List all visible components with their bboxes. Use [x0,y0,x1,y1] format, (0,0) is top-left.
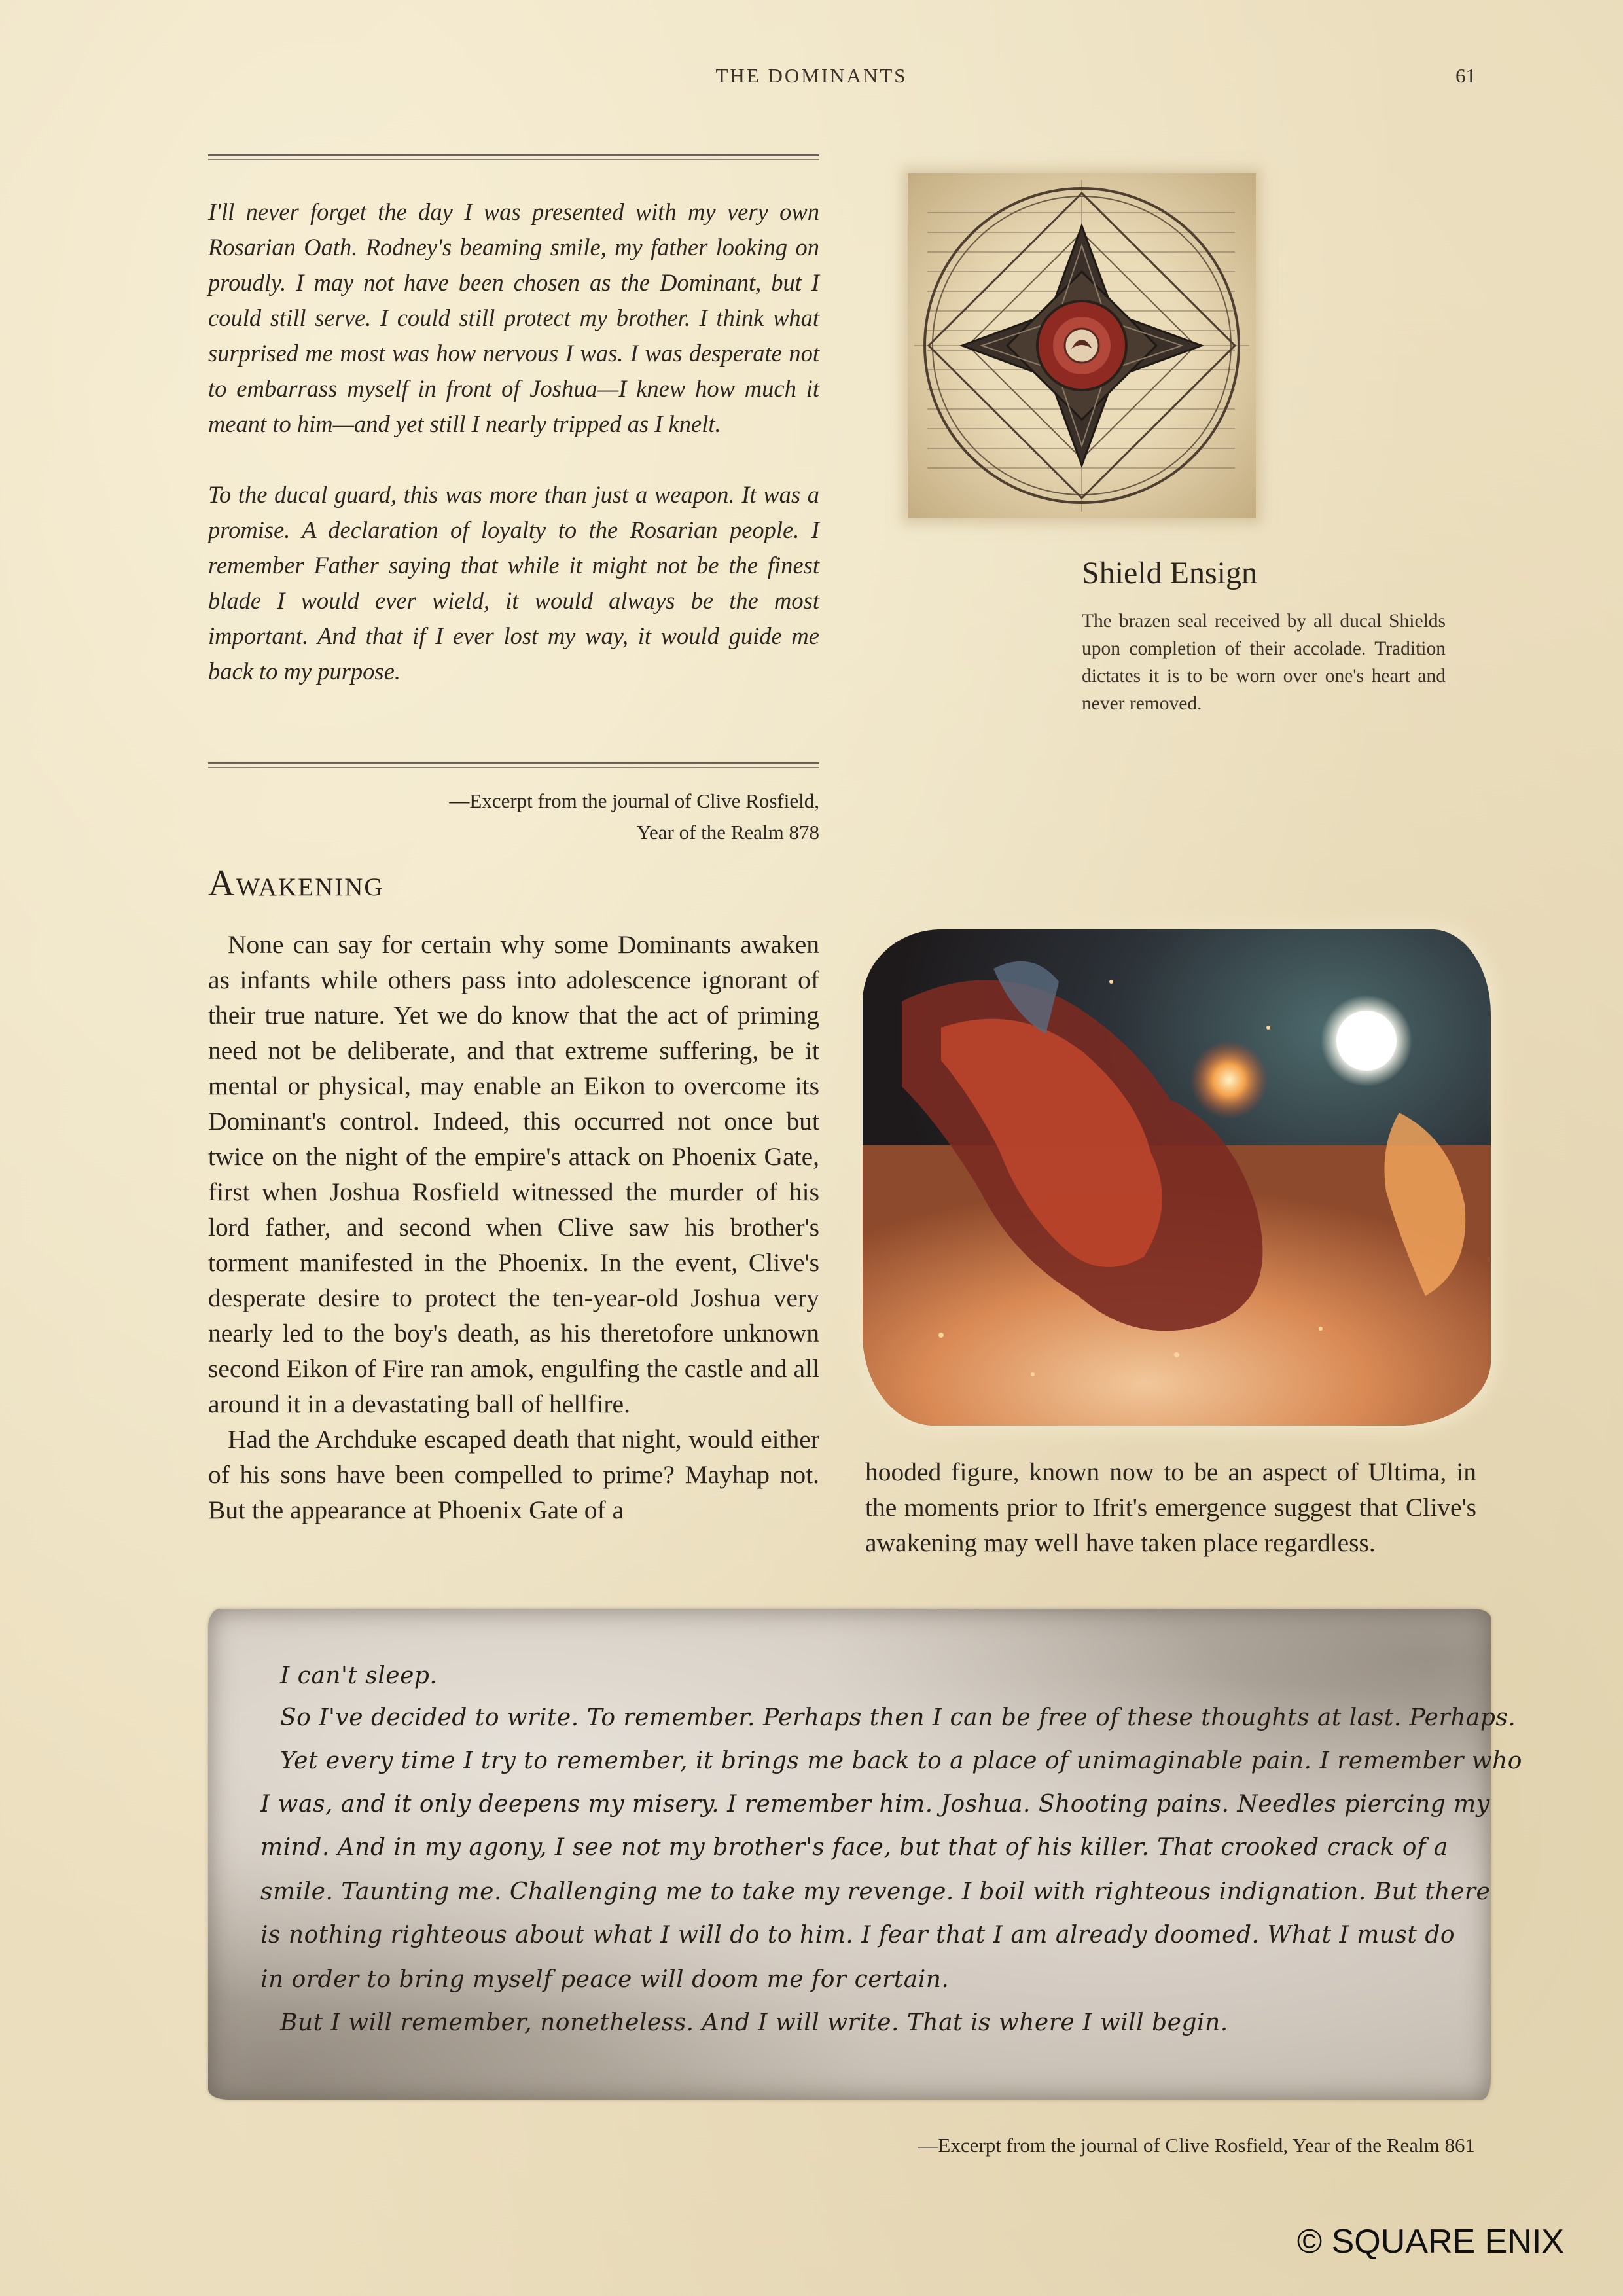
note-line: I can't sleep. [280,1662,438,1689]
note-line: So I've decided to write. To remember. Perhaps then I can be free of these thoughts at last. Perhaps. [280,1704,1516,1731]
rule [208,154,819,156]
journal-excerpt [208,194,819,689]
note-line: mind. And in my agony, I see not my brother's face, but that of his killer. That crooked crack of a [260,1834,1448,1861]
note-line: Yet every time I try to remember, it brings me back to a place of unimaginable pain. I remember who [280,1748,1522,1774]
note-line: But I will remember, nonetheless. And I will write. That is where I will begin. [280,2009,1228,2036]
phoenix-gate-image [863,929,1491,1426]
copyright-notice: © SQUARE ENIX [1296,2223,1564,2261]
shield-ensign-image [908,173,1256,518]
attribution-line: Year of the Realm 878 [636,821,819,844]
note-line: smile. Taunting me. Challenging me to take my revenge. I boil with righteous indignation. But there [260,1878,1491,1905]
handwritten-journal-note [208,1609,1522,2100]
journal-attribution [208,785,819,848]
phoenix-fire-illustration [863,929,1491,1426]
attribution-line: —Excerpt from the journal of Clive Rosfield, [449,789,819,812]
body-paragraph: None can say for certain why some Dominants awaken as infants while others pass into adolescence ignorant of their true nature. Yet we do know that the act of priming need not be deliberate, and that extreme suffering, be it mental or physical, may enable an Eikon to overcome its Dominant's control. Indeed, this occurred not once but twice on the night of the empire's attack on Phoenix Gate, first when Joshua Rosfield witnessed the murder of his lord father, and second when Clive saw his brother's torment manifested in the Phoenix. In the event, Clive's desperate desire to protect the ten-year-old Joshua very nearly led to the boy's death, as his theretofore unknown second Eikon of Fire ran amok, engulfing the castle and all around it in a devastating ball of hellfire. [208,930,819,1418]
note-line: I was, and it only deepens my misery. I remember him. Joshua. Shooting pains. Needles piercing my [260,1791,1490,1818]
rule [208,767,819,768]
note-line: is nothing righteous about what I will do to him. I fear that I am already doomed. What I must do [260,1922,1455,1948]
rule [208,762,819,764]
body-paragraph: Had the Archduke escaped death that night, would either of his sons have been compelled to prime? Mayhap not. But the appearance at Phoenix Gate of a [208,1425,819,1524]
journal-excerpt-bottom-rule [208,762,819,768]
running-header: THE DOMINANTS [715,64,908,87]
awakening-column-left [208,927,819,1528]
shield-ensign-title: Shield Ensign [1082,556,1258,590]
awakening-column-right [865,1454,1476,1560]
shield-ensign-caption: The brazen seal received by all ducal Shields upon completion of their accolade. Tradition dictates it is to be worn over one's heart and never removed. [1082,611,1446,714]
note-attribution: —Excerpt from the journal of Clive Rosfield, Year of the Realm 861 [918,2134,1475,2157]
journal-excerpt-top-rule [208,154,819,160]
section-heading: Awakening [208,863,384,904]
body-paragraph: hooded figure, known now to be an aspect of Ultima, in the moments prior to Ifrit's emergence suggest that Clive's awakening may well have taken place regardless. [865,1458,1476,1557]
note-line: in order to bring myself peace will doom me for certain. [260,1966,950,1993]
shield-ensign-emblem-icon [908,173,1256,518]
page-number: 61 [1455,64,1476,87]
rule [208,159,819,160]
journal-paragraph: To the ducal guard, this was more than just a weapon. It was a promise. A declaration of loyalty to the Rosarian people. I remember Father saying that while it might not be the finest blade I would ever wield, it would always be the most important. And that if I ever lost my way, it would guide me back to my purpose. [208,481,819,685]
journal-paragraph: I'll never forget the day I was presented with my very own Rosarian Oath. Rodney's beaming smile, my father looking on proudly. I may not have been chosen as the Dominant, but I could still serve. I could still protect my brother. I think what surprised me most was how nervous I was. I was desperate not to embarrass myself in front of Joshua—I knew how much it meant to him—and yet still I nearly tripped as I knelt. [208,198,819,437]
